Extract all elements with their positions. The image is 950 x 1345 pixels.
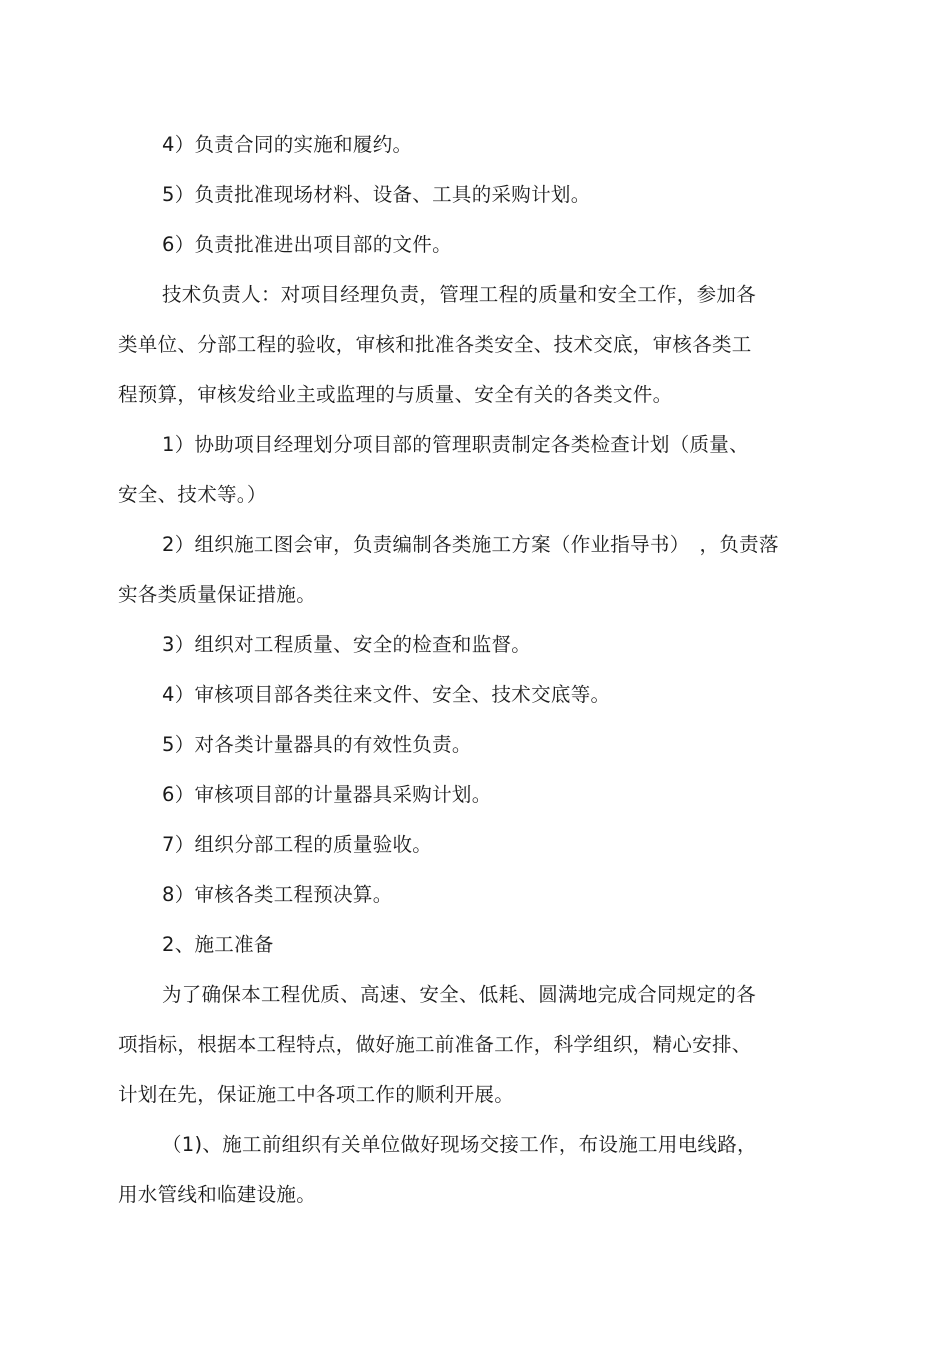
text-line: 1）协助项目经理划分项目部的管理职责制定各类检查计划（质量、 (162, 433, 749, 456)
section-heading: 2、施工准备 (162, 933, 274, 956)
text-line: 技术负责人：对项目经理负责，管理工程的质量和安全工作，参加各 (162, 283, 757, 306)
text-line: 实各类质量保证措施。 (118, 583, 317, 606)
text-line: 8）审核各类工程预决算。 (162, 883, 393, 906)
text-line: 6）审核项目部的计量器具采购计划。 (162, 783, 492, 806)
text-line: （1)、施工前组织有关单位做好现场交接工作，布设施工用电线路， (162, 1133, 757, 1156)
text-line: 5）对各类计量器具的有效性负责。 (162, 733, 472, 756)
text-line: 4）审核项目部各类往来文件、安全、技术交底等。 (162, 683, 611, 706)
text-line: 7）组织分部工程的质量验收。 (162, 833, 433, 856)
text-line: 项指标，根据本工程特点，做好施工前准备工作，科学组织，精心安排、 (118, 1033, 752, 1056)
text-line: 为了确保本工程优质、高速、安全、低耗、圆满地完成合同规定的各 (162, 983, 757, 1006)
text-line: 4）负责合同的实施和履约。 (162, 133, 413, 156)
text-line: 6）负责批准进出项目部的文件。 (162, 233, 452, 256)
text-line: 2）组织施工图会审，负责编制各类施工方案（作业指导书） ，负责落 (162, 533, 779, 556)
text-line: 计划在先，保证施工中各项工作的顺利开展。 (118, 1083, 515, 1106)
text-line: 3）组织对工程质量、安全的检查和监督。 (162, 633, 532, 656)
text-line: 安全、技术等。） (118, 483, 267, 506)
text-line: 5）负责批准现场材料、设备、工具的采购计划。 (162, 183, 591, 206)
text-line: 类单位、分部工程的验收，审核和批准各类安全、技术交底，审核各类工 (118, 333, 752, 356)
text-line: 程预算，审核发给业主或监理的与质量、安全有关的各类文件。 (118, 383, 673, 406)
text-line: 用水管线和临建设施。 (118, 1183, 317, 1206)
